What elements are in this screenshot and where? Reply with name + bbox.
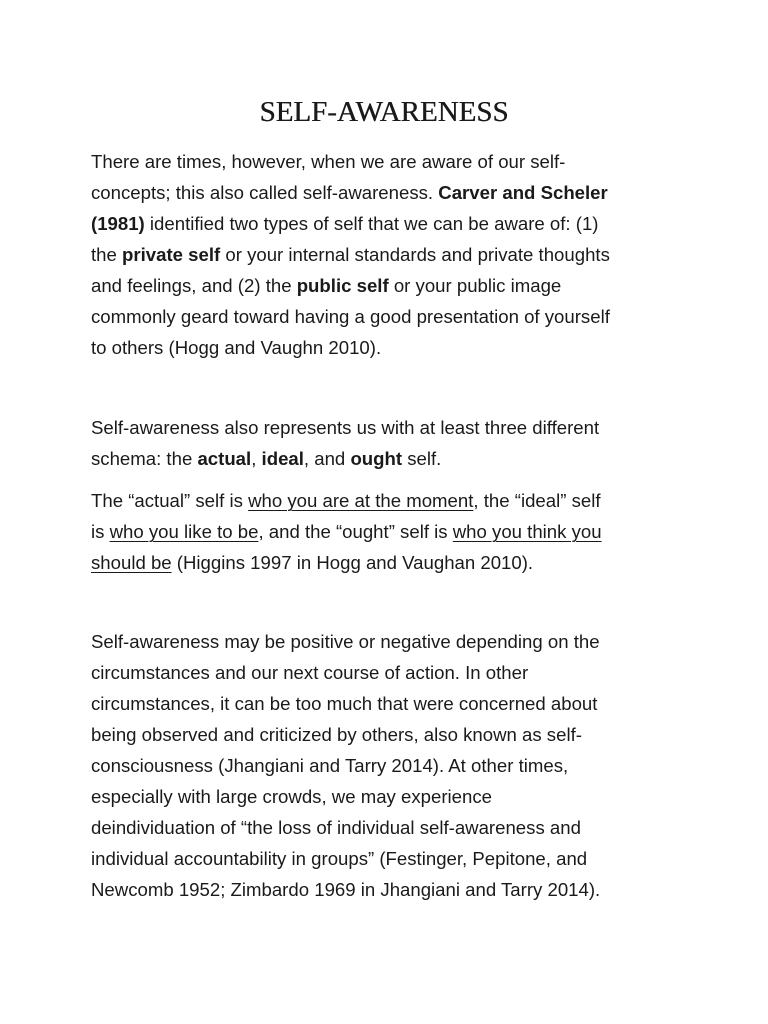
text-line: There are times, however, when we are aware of our self- xyxy=(91,151,566,172)
bold-term-private-self: private self xyxy=(122,244,221,265)
text-line: circumstances, it can be too much that were concerned about xyxy=(91,693,598,714)
text-run: self. xyxy=(402,448,442,469)
text-line: consciousness (Jhangiani and Tarry 2014). At other times, xyxy=(91,755,569,776)
text-line xyxy=(91,270,691,301)
paragraph-three-schema xyxy=(91,412,691,474)
text-line: Newcomb 1952; Zimbardo 1969 in Jhangiani and Tarry 2014). xyxy=(91,879,601,900)
bold-term-public-self: public self xyxy=(296,275,389,296)
paragraph-self-definitions xyxy=(91,485,691,578)
page-title: SELF-AWARENESS xyxy=(259,96,509,128)
text-line xyxy=(91,443,691,474)
text-line: being observed and criticized by others, also known as self- xyxy=(91,724,582,745)
text-line xyxy=(91,485,691,516)
bold-term-ideal: ideal xyxy=(261,448,304,469)
text-run: identified two types of self that we can be aware of: (1) xyxy=(144,213,599,234)
text-run: , xyxy=(251,448,262,469)
bold-citation: Carver and Scheler xyxy=(438,182,608,203)
text-run: and feelings, and (2) the xyxy=(91,275,297,296)
text-line: Self-awareness also represents us with at least three different xyxy=(91,417,600,438)
text-line: to others (Hogg and Vaughn 2010). xyxy=(91,337,382,358)
text-run: , and xyxy=(303,448,351,469)
paragraph-positive-negative xyxy=(91,626,691,905)
text-line: Self-awareness may be positive or negative depending on the xyxy=(91,631,600,652)
text-line: deindividuation of “the loss of individual self-awareness and xyxy=(91,817,581,838)
text-run: or your internal standards and private thoughts xyxy=(220,244,610,265)
text-line xyxy=(91,208,691,239)
bold-term-ought: ought xyxy=(350,448,403,469)
text-run: , the “ideal” self xyxy=(473,490,601,511)
text-line xyxy=(91,547,691,578)
text-run: The “actual” self is xyxy=(91,490,249,511)
text-line: commonly geard toward having a good presentation of yourself xyxy=(91,306,610,327)
text-line xyxy=(91,177,691,208)
text-line: especially with large crowds, we may experience xyxy=(91,786,492,807)
text-line: circumstances and our next course of action. In other xyxy=(91,662,529,683)
paragraph-self-concepts xyxy=(91,146,691,363)
text-line xyxy=(91,516,691,547)
bold-term-actual: actual xyxy=(197,448,252,469)
bold-citation-year: (1981) xyxy=(91,213,145,234)
underlined-phrase: who you like to be xyxy=(109,521,259,542)
text-run: concepts; this also called self-awareness. xyxy=(91,182,439,203)
text-run: is xyxy=(91,521,110,542)
underlined-phrase: who you are at the moment xyxy=(248,490,474,511)
underlined-phrase: who you think you xyxy=(452,521,602,542)
text-run: , and the “ought” self is xyxy=(258,521,453,542)
underlined-phrase: should be xyxy=(91,552,172,573)
text-run: schema: the xyxy=(91,448,198,469)
text-run: or your public image xyxy=(388,275,562,296)
text-run: (Higgins 1997 in Hogg and Vaughan 2010). xyxy=(171,552,534,573)
text-line: individual accountability in groups” (Festinger, Pepitone, and xyxy=(91,848,588,869)
text-line xyxy=(91,239,691,270)
text-run: the xyxy=(91,244,123,265)
